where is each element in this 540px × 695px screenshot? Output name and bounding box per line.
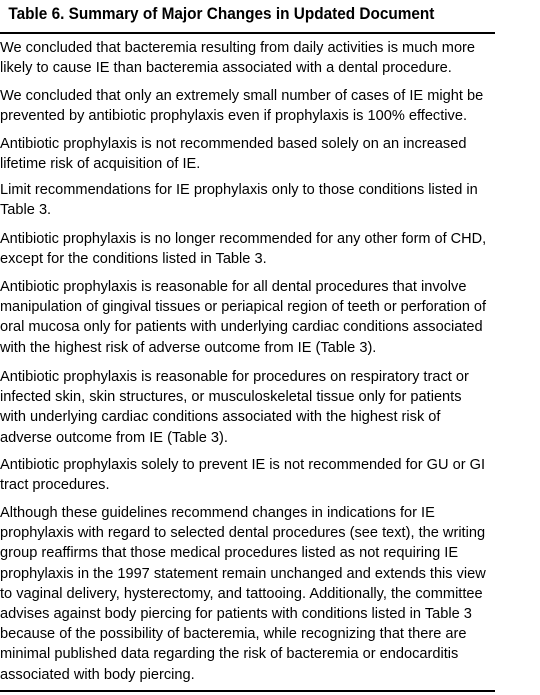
row-line: associated with body piercing. (0, 666, 195, 683)
row-line: because of the possibility of bacteremia, while recognizing that there are (0, 626, 467, 643)
row-line: prophylaxis with regard to selected dental procedures (see text), the writing (0, 525, 486, 542)
row-line: tract procedures. (0, 477, 110, 494)
row-line: infected skin, skin structures, or musculoskeletal tissue only for patients (0, 389, 462, 406)
row-line: to vaginal delivery, hysterectomy, and tattooing. Additionally, the committee (0, 585, 483, 602)
row-line: manipulation of gingival tissues or periapical region of teeth or perforation of (0, 299, 486, 316)
row-line: Although these guidelines recommend changes in indications for IE (0, 505, 435, 521)
row-line: prophylaxis in the 1997 statement remain unchanged and extends this view (0, 565, 486, 582)
row-line: Antibiotic prophylaxis is no longer recommended for any other form of CHD, (0, 231, 487, 247)
row-line: oral mucosa only for patients with underlying cardiac conditions associated (0, 319, 483, 336)
row-line: advises against body piercing for patients with conditions listed in Table 3 (0, 606, 472, 622)
row-line: group reaffirms that those medical procedures listed as not requiring IE (0, 545, 459, 562)
title-rule (0, 32, 495, 34)
row-line: Table 3. (0, 202, 52, 219)
bottom-rule (0, 690, 495, 692)
row-line: with the highest risk of adverse outcome from IE (Table 3). (0, 339, 377, 356)
row-line: adverse outcome from IE (Table 3). (0, 429, 228, 446)
row-line: Limit recommendations for IE prophylaxis only to those conditions listed in (0, 182, 478, 198)
row-line: minimal published data regarding the risk of bacteremia or endocarditis (0, 646, 459, 663)
row-line: prevented by antibiotic prophylaxis even if prophylaxis is 100% effective. (0, 108, 467, 125)
row-line: lifetime risk of acquisition of IE. (0, 156, 201, 173)
table-title: Table 6. Summary of Major Changes in Updated Document (8, 5, 435, 23)
row-line: We concluded that only an extremely small number of cases of IE might be (0, 88, 484, 104)
row-line: with underlying cardiac conditions associated with the highest risk of (0, 409, 441, 426)
row-line: except for the conditions listed in Table 3. (0, 251, 267, 268)
row-line: Antibiotic prophylaxis is reasonable for procedures on respiratory tract or (0, 369, 469, 385)
row-line: Antibiotic prophylaxis is reasonable for all dental procedures that involve (0, 279, 467, 295)
row-line: Antibiotic prophylaxis solely to prevent IE is not recommended for GU or GI (0, 457, 486, 473)
row-line: We concluded that bacteremia resulting from daily activities is much more (0, 40, 476, 56)
row-line: likely to cause IE than bacteremia associated with a dental procedure. (0, 60, 452, 77)
row-line: Antibiotic prophylaxis is not recommended based solely on an increased (0, 136, 467, 152)
